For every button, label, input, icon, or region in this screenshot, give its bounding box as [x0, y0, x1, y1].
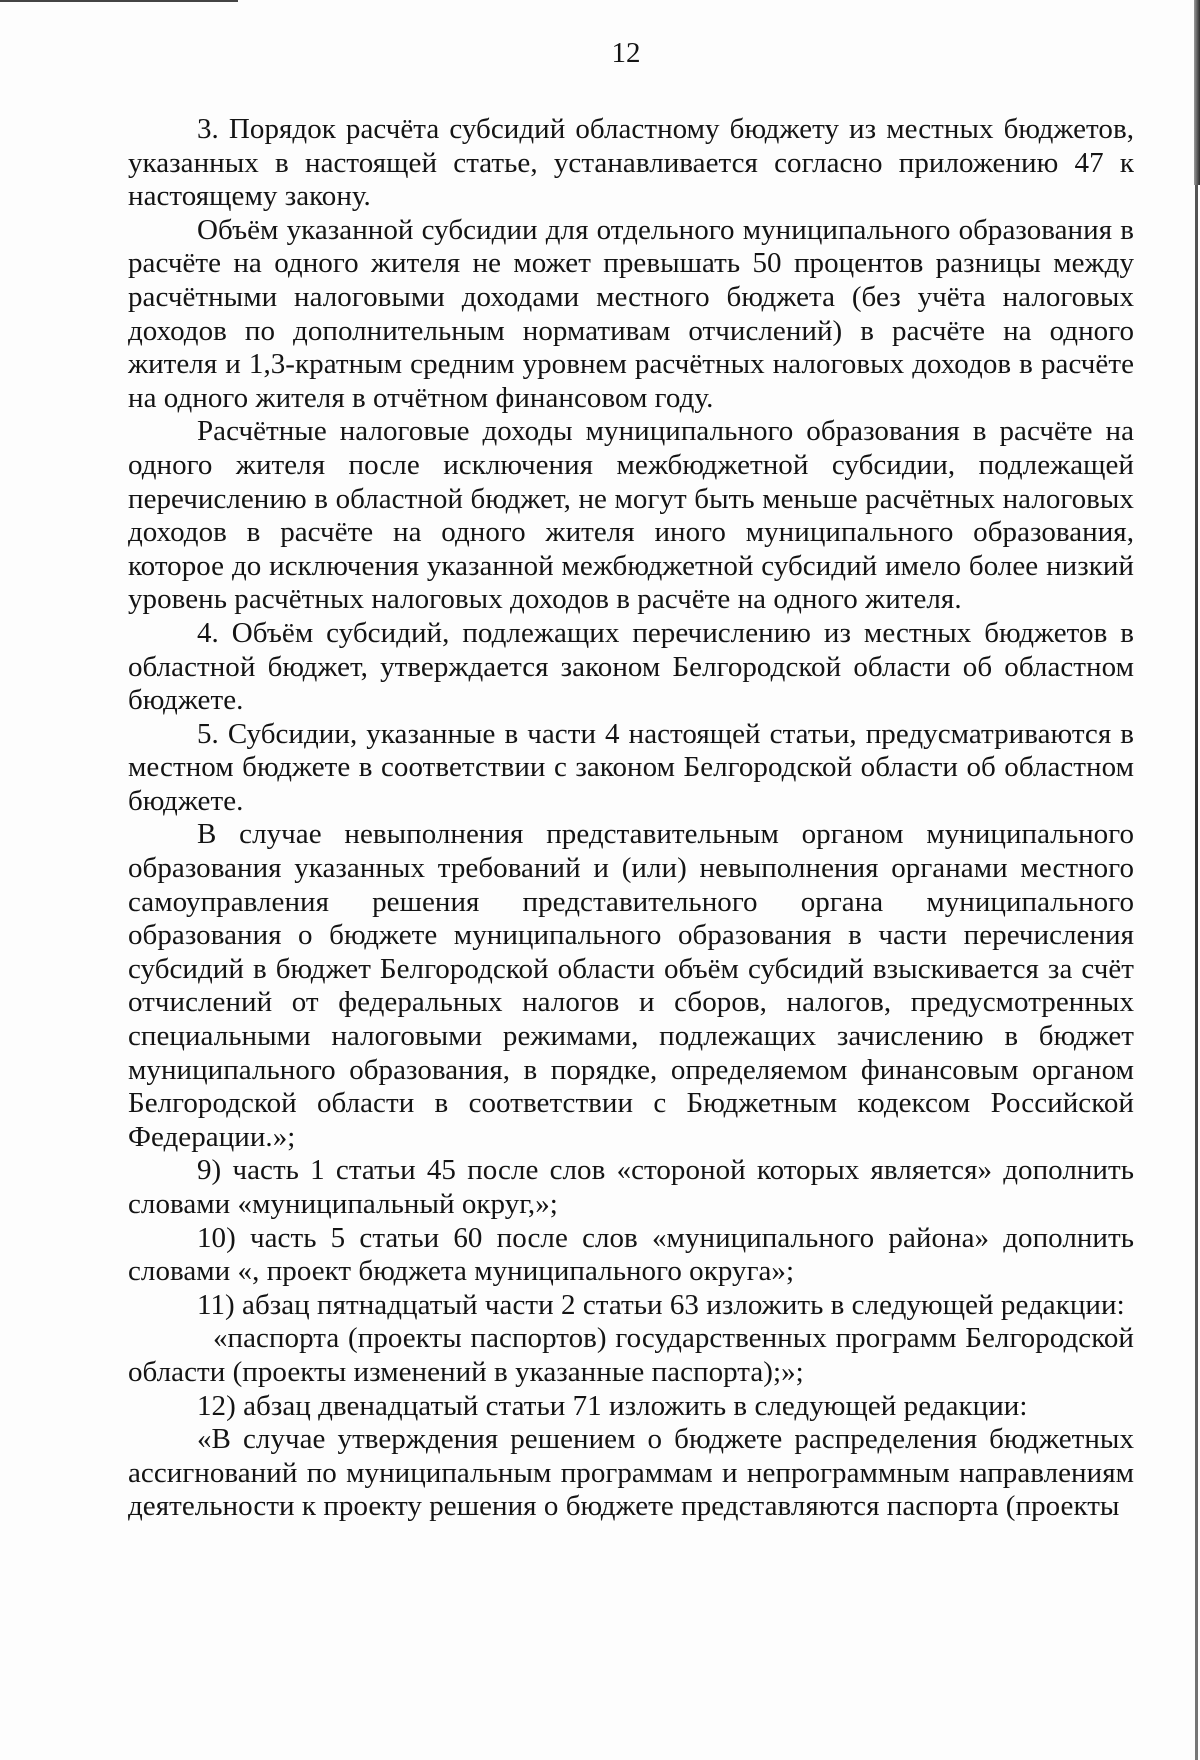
paragraph-subsidy-provision: 5. Субсидии, указанные в части 4 настоящей статьи, предусматриваются в местном бюджете в соответствии с законом Белгородской области об областном бюджете. [128, 717, 1134, 817]
paragraph-tax-revenues: Расчётные налоговые доходы муниципального образования в расчёте на одного жителя после исключения межбюджетной субсидии, подлежащей перечислению в областной бюджет, не могут быть меньше расчётных налоговых доходов в расчёте на одного жителя иного муниципального образования, которое до исключения указанной межбюджетной субсидий имело более низкий уровень расчётных налоговых доходов в расчёте на одного жителя. [128, 415, 1134, 616]
paragraph-subsidy-volume: Объём указанной субсидии для отдельного муниципального образования в расчёте на одного жителя не может превышать 50 процентов разницы между расчётными налоговыми доходами местного бюджета (без учёта налоговых доходов по дополнительным нормативам отчислений) в расчёте на одного жителя и 1,3-кратным средним уровнем расчётных налоговых доходов в расчёте на одного жителя в отчётном финансовом году. [128, 213, 1134, 414]
top-edge-rule [0, 0, 238, 2]
page-number: 12 [611, 37, 641, 69]
paragraph-item-11: 11) абзац пятнадцатый части 2 статьи 63 изложить в следующей редакции: [197, 1288, 1125, 1321]
scan-edge-shadow [1194, 0, 1200, 185]
paragraph-passports-quote: «паспорта (проекты паспортов) государственных программ Белгородской области (проекты изменений в указанные паспорта);»; [128, 1322, 1134, 1388]
paragraph-item-9: 9) часть 1 статьи 45 после слов «стороной которых является» дополнить словами «муниципальный округ,»; [128, 1154, 1134, 1220]
document-body [128, 113, 1134, 1524]
paragraph-subsidy-approval: 4. Объём субсидий, подлежащих перечислению из местных бюджетов в областной бюджет, утверждается законом Белгородской области об областном бюджете. [128, 616, 1134, 717]
paragraph-budget-quote: «В случае утверждения решением о бюджете распределения бюджетных ассигнований по муниципальным программам и непрограммным направлениям деятельности к проекту решения о бюджете представляются паспорта (проекты [128, 1423, 1134, 1523]
paragraph-non-compliance: В случае невыполнения представительным органом муниципального образования указанных требований и (или) невыполнения органами местного самоуправления решения представительного органа муниципального образования о бюджете муниципального образования в части перечисления субсидий в бюджет Белгородской области объём субсидий взыскивается за счёт отчислений от федеральных налогов и сборов, налогов, предусмотренных специальными налоговыми режимами, подлежащих зачислению в бюджет муниципального образования, в порядке, определяемом финансовым органом Белгородской области в соответствии с Бюджетным кодексом Российской Федерации.»; [128, 818, 1134, 1153]
paragraph-subsidy-procedure: 3. Порядок расчёта субсидий областному бюджету из местных бюджетов, указанных в настоящей статье, устанавливается согласно приложению 47 к настоящему закону. [128, 113, 1134, 213]
scan-edge-line [1195, 185, 1198, 1760]
paragraph-item-10: 10) часть 5 статьи 60 после слов «муниципального района» дополнить словами «, проект бюджета муниципального округа»; [128, 1221, 1134, 1288]
paragraph-item-12: 12) абзац двенадцатый статьи 71 изложить в следующей редакции: [197, 1389, 1028, 1422]
